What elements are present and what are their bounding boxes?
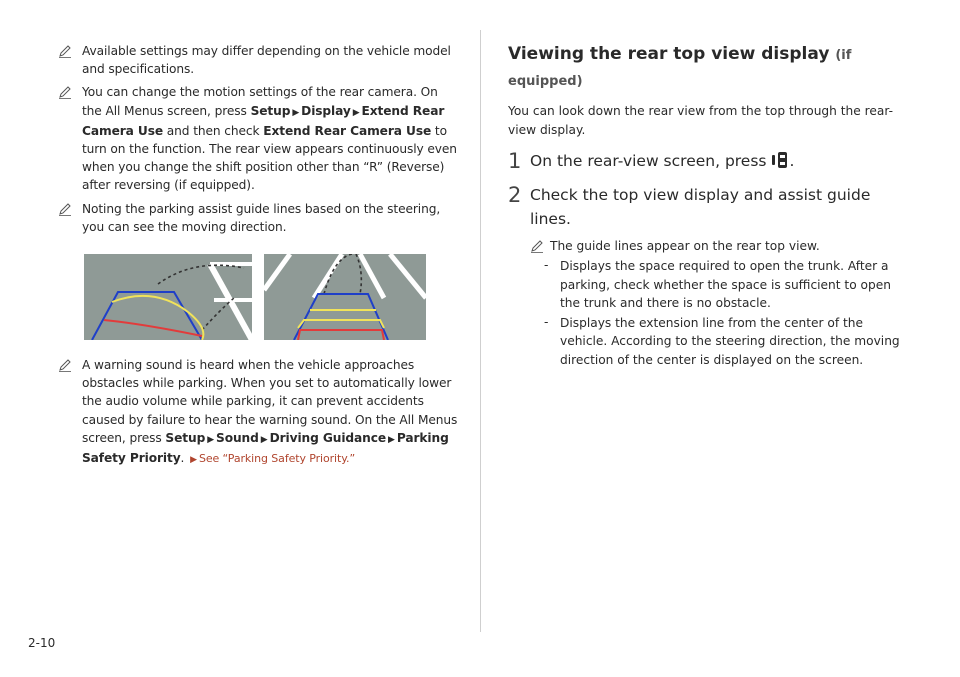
note-warning-sound bbox=[58, 356, 458, 469]
option-extend: Extend Rear Camera Use bbox=[263, 123, 432, 138]
pencil-note-icon bbox=[530, 240, 544, 253]
column-divider bbox=[480, 30, 481, 632]
list-item: - Displays the space required to open the trunk. After a parking, check whether the space is sufficient to open the trunk and there is no obstacle. bbox=[544, 257, 908, 312]
left-column bbox=[58, 42, 458, 474]
step-text: On the rear-view screen, press bbox=[530, 152, 772, 170]
note-text: Available settings may differ depending on the vehicle model and specifications. bbox=[82, 44, 451, 77]
right-column bbox=[508, 42, 908, 369]
arrow-right-icon: ▶ bbox=[292, 107, 300, 118]
camera-view-icon bbox=[771, 151, 789, 169]
note-text: Noting the parking assist guide lines based on the steering, you can see the moving direction. bbox=[82, 201, 441, 234]
note-text: and then check bbox=[163, 123, 264, 138]
menu-path-extend: Extend Rear Camera Use bbox=[82, 103, 445, 138]
arrow-right-icon: ▶ bbox=[190, 455, 197, 466]
pencil-note-icon bbox=[58, 203, 72, 216]
arrow-right-icon: ▶ bbox=[388, 434, 395, 445]
top-view-guide-illustration bbox=[264, 254, 426, 340]
page-number: 2-10 bbox=[28, 636, 56, 650]
step-1 bbox=[508, 149, 908, 173]
note-guide-lines bbox=[58, 200, 458, 236]
step-number: 2 bbox=[508, 183, 522, 207]
step-text: Check the top view display and assist guide lines. bbox=[530, 186, 871, 228]
step-text-end: . bbox=[789, 152, 795, 170]
section-intro: You can look down the rear view from the top through the rear-view display. bbox=[508, 104, 893, 137]
arrow-right-icon: ▶ bbox=[260, 434, 268, 445]
menu-path-priority: Parking Safety Priority bbox=[82, 430, 449, 466]
note-guide-top-view bbox=[530, 237, 908, 255]
step-number: 1 bbox=[508, 149, 522, 173]
pencil-note-icon bbox=[58, 45, 72, 58]
menu-path-sound: Sound bbox=[216, 430, 259, 445]
menu-path-display: Display bbox=[301, 103, 351, 118]
section-title bbox=[508, 42, 908, 94]
menu-path-guidance: Driving Guidance bbox=[269, 430, 387, 445]
pencil-note-icon bbox=[58, 86, 72, 99]
rear-view-guide-illustration bbox=[84, 254, 252, 340]
note-text: to turn on the function. The rear view appears continuously even when you change the shift position other than “R” (Reverse) after reversing (if equipped). bbox=[82, 123, 457, 193]
list-item: - Displays the extension line from the center of the vehicle. According to the steering direction, the moving direction of the center is displayed on the screen. bbox=[544, 314, 908, 369]
guide-line-illustrations bbox=[84, 254, 458, 340]
equipped-badge: (if equipped) bbox=[508, 48, 852, 89]
note-text: You can change the motion settings of the rear camera. On the All Menus screen, press bbox=[82, 85, 438, 118]
note-text: A warning sound is heard when the vehicle approaches obstacles while parking. When you set to automatically lower the audio volume while parking, it can prevent accidents caused by failure to hear the warning sound. On the All Menus screen, press bbox=[82, 358, 458, 445]
cross-reference-text: See “Parking Safety Priority.” bbox=[198, 452, 356, 466]
menu-path-setup: Setup bbox=[250, 103, 291, 118]
menu-path-setup: Setup bbox=[165, 430, 206, 445]
pencil-note-icon bbox=[58, 359, 72, 372]
arrow-right-icon: ▶ bbox=[352, 107, 360, 118]
section-title-text: Viewing the rear top view display bbox=[508, 44, 830, 64]
step-2 bbox=[508, 183, 908, 231]
cross-reference-link[interactable] bbox=[188, 452, 355, 465]
note-text: The guide lines appear on the rear top view. bbox=[550, 239, 820, 253]
note-motion-settings bbox=[58, 83, 458, 194]
note-text: . bbox=[180, 451, 189, 466]
arrow-right-icon: ▶ bbox=[207, 434, 215, 445]
note-settings-differ bbox=[58, 42, 458, 78]
